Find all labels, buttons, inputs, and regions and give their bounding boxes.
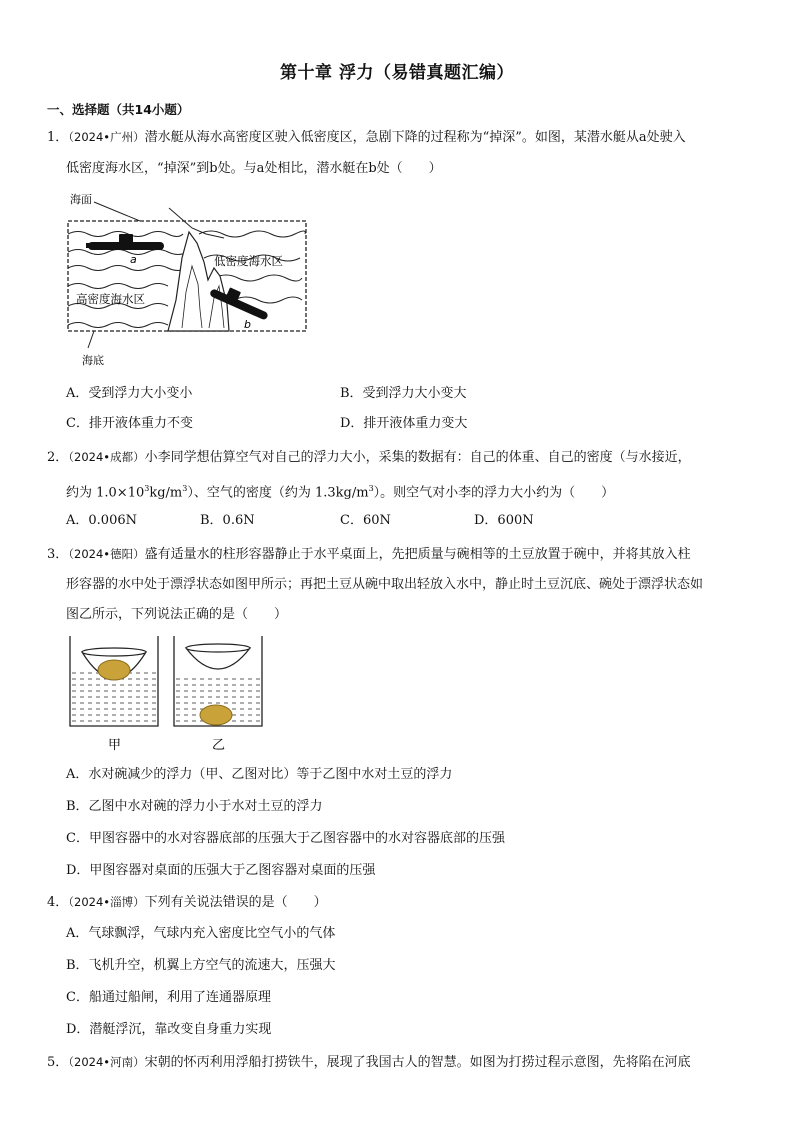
question-1-figure bbox=[64, 188, 312, 370]
q2-sup-2: 3 bbox=[182, 484, 188, 493]
q4-option-d: D．潜艇浮沉，靠改变自身重力实现 bbox=[66, 1022, 272, 1037]
label-jia: 甲 bbox=[108, 738, 122, 753]
q2-density-text: 约为 1.0×10 bbox=[66, 485, 145, 501]
q2-option-c: C．60N bbox=[340, 513, 391, 528]
q1-option-b: B．受到浮力大小变大 bbox=[340, 386, 467, 401]
q2-question-text: ）。则空气对小李的浮力大小约为（ ） bbox=[373, 485, 615, 501]
question-2-line-1 bbox=[47, 448, 691, 467]
q4-option-c: C．船通过船闸，利用了连通器原理 bbox=[66, 990, 271, 1005]
label-b: b bbox=[244, 318, 251, 331]
question-1-line-1 bbox=[47, 128, 686, 147]
q1-option-a: A．受到浮力大小变小 bbox=[66, 386, 193, 401]
question-3-source: （2024•德阳） bbox=[68, 547, 145, 561]
container-right bbox=[174, 636, 262, 726]
boundary-line bbox=[169, 208, 224, 238]
question-3-text: 盛有适量水的柱形容器静止于水平桌面上，先把质量与碗相等的土豆放置于碗中，并将其放入柱 bbox=[144, 547, 691, 562]
q1-option-d: D．排开液体重力变大 bbox=[340, 416, 468, 431]
question-5-source: （2024•河南） bbox=[68, 1055, 145, 1069]
q1-option-c: C．排开液体重力不变 bbox=[66, 416, 193, 431]
q3-option-c: C．甲图容器中的水对容器底部的压强大于乙图容器中的水对容器底部的压强 bbox=[66, 831, 505, 846]
label-high-density: 高密度海水区 bbox=[76, 292, 145, 306]
q2-sup-3: 3 bbox=[368, 484, 374, 493]
label-yi: 乙 bbox=[212, 738, 226, 753]
question-4-source: （2024•淄博） bbox=[68, 895, 145, 909]
q3-option-b: B．乙图中水对碗的浮力小于水对土豆的浮力 bbox=[66, 799, 323, 814]
label-sea-bottom: 海底 bbox=[82, 354, 104, 367]
question-4-number: 4． bbox=[47, 895, 69, 910]
q2-option-b: B．0.6N bbox=[200, 513, 255, 528]
section-heading: 一、选择题（共14小题） bbox=[47, 102, 190, 117]
container-left bbox=[70, 636, 158, 726]
question-1-text: 潜水艇从海水高密度区驶入低密度区，急剧下降的过程称为“掉深”。如图，某潜水艇从a处驶入 bbox=[144, 130, 686, 145]
q2-option-a: A．0.006N bbox=[66, 513, 137, 528]
question-4-text: 下列有关说法错误的是（ ） bbox=[144, 895, 327, 910]
question-2-source: （2024•成都） bbox=[68, 450, 145, 464]
question-2-number: 2． bbox=[47, 450, 69, 465]
q2-sup-1: 3 bbox=[144, 484, 150, 493]
label-sea-surface: 海面 bbox=[70, 193, 92, 206]
question-2-line-2 bbox=[66, 480, 614, 502]
label-low-density: 低密度海水区 bbox=[214, 254, 283, 268]
page-title: 第十章 浮力（易错真题汇编） bbox=[280, 63, 514, 83]
question-2-text: 小李同学想估算空气对自己的浮力大小，采集的数据有：自己的体重、自己的密度（与水接近， bbox=[144, 450, 691, 465]
seamount bbox=[168, 232, 229, 331]
q3-option-d: D．甲图容器对桌面的压强大于乙图容器对桌面的压强 bbox=[66, 863, 376, 878]
question-5-text: 宋朝的怀丙利用浮船打捞铁牛，展现了我国古人的智慧。如图为打捞过程示意图，先将陷在河底 bbox=[144, 1055, 691, 1070]
question-4-line-1 bbox=[47, 893, 327, 912]
q4-option-b: B．飞机升空，机翼上方空气的流速大，压强大 bbox=[66, 958, 336, 973]
question-3-number: 3． bbox=[47, 547, 69, 562]
question-1-number: 1． bbox=[47, 130, 69, 145]
q2-unit-text: kg/m bbox=[149, 485, 183, 501]
question-3-figure bbox=[64, 634, 270, 754]
q2-option-d: D．600N bbox=[474, 513, 534, 528]
question-1-source: （2024•广州） bbox=[68, 130, 145, 144]
question-1-line-2: 低密度海水区，“掉深”到b处。与a处相比，潜水艇在b处（ ） bbox=[66, 161, 442, 176]
label-a: a bbox=[130, 253, 137, 266]
question-3-line-1 bbox=[47, 545, 691, 564]
question-3-line-2: 形容器的水中处于漂浮状态如图甲所示；再把土豆从碗中取出轻放入水中，静止时土豆沉底、碗处于漂浮状态如 bbox=[66, 577, 704, 592]
question-5-line-1 bbox=[47, 1053, 691, 1072]
potato-right bbox=[200, 705, 232, 725]
q3-option-a: A．水对碗减少的浮力（甲、乙图对比）等于乙图中水对土豆的浮力 bbox=[66, 767, 453, 782]
potato-left bbox=[98, 660, 130, 680]
question-3-line-3: 图乙所示，下列说法正确的是（ ） bbox=[66, 607, 288, 622]
q4-option-a: A．气球飘浮，气球内充入密度比空气小的气体 bbox=[66, 926, 336, 941]
q2-air-density-text: ）、空气的密度（约为 1.3kg/m bbox=[187, 485, 369, 501]
question-5-number: 5． bbox=[47, 1055, 69, 1070]
